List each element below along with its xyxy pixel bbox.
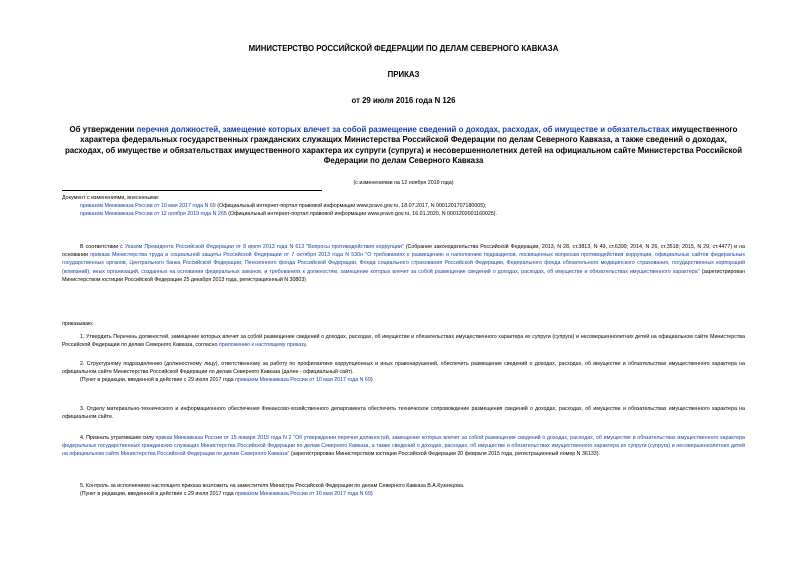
preamble-link-decree[interactable]: Указом Президента Российской Федерации от 8 июля 2013 года N 613 "Вопросы противодействия коррупции" bbox=[124, 244, 404, 250]
paragraph-5 bbox=[62, 482, 745, 498]
changes-item-link[interactable]: приказом Минкавказа России от 10 мая 2017 года N 69 bbox=[80, 203, 216, 210]
p1-link[interactable]: приложению к настоящему приказу bbox=[218, 342, 306, 349]
title-link[interactable]: перечня должностей, замещение которых влечет за собой размещение сведений о доходах, расходах, об имуществе и обязательствах bbox=[136, 125, 670, 134]
p5-note-link[interactable]: приказом Минкавказа России от 10 мая 2017 года N 69 bbox=[235, 491, 371, 498]
amend-note: (с изменениями на 12 ноября 2019 года) bbox=[353, 180, 454, 186]
p4-text: 4. Признать утратившим силу bbox=[80, 435, 156, 441]
changes-item-text: (Официальный интернет-портал правовой информации www.pravo.gov.ru, 18.07.2017, N 0001201707180005); bbox=[215, 203, 487, 210]
p5-note-prefix: (Пункт в редакции, введенной в действие с 29 июля 2017 года bbox=[80, 491, 236, 498]
changes-heading: Документ с изменениями, внесенными: bbox=[62, 195, 160, 201]
paragraph-2 bbox=[62, 360, 745, 385]
p2-note-link[interactable]: приказом Минкавказа России от 10 мая 2017 года N 69 bbox=[235, 377, 371, 384]
p5-text: 5. Контроль за исполнением настоящего приказа возложить на заместителя Министра Российской Федерации по делам Северного Кавказа В.А.Кузнецова. bbox=[80, 483, 465, 489]
preamble-text-2: (Собрание законодательства Российской Федерации, 2013, N 28, ст.3813, N 49, ст.6399; 2014, N 26, ст.3518; 2015, N 29, ст.4477) и на основании bbox=[62, 244, 745, 259]
p1-end: . bbox=[305, 342, 308, 349]
preamble-link-order[interactable]: приказа Министерства труда и социальной защиты Российской Федерации от 7 октября 2013 года N 530н "О требованиях к размещению и наполнению подразделов, посвященных вопросам противодействия коррупции, официальных сайтов федеральных государственных органов, Центрального банка Российской Федерации, Пенсионного фонда Российской Федерации, Фонда социального страхования Российской Федерации, Федерального фонда обязательного медицинского страхования, государственных корпораций (компаний), иных организаций, созданных на основании федеральных законов, и требованиях к должностям, замещение которых влечет за собой размещение сведений о доходах, расходах, об имуществе и обязательствах имущественного характера" bbox=[62, 252, 746, 275]
changes-item-link[interactable]: приказом Минкавказа России от 12 ноября 2019 года N 265 bbox=[80, 211, 227, 218]
p5-note bbox=[62, 490, 745, 498]
title-rest: имущественного характера федеральных государственных гражданских служащих Министерства Российской Федерации по делам Северного Кавказа, а также сведений о доходах, расходах, об имуществе и обязательствах имущественного характера их супруги (супруга) и несовершеннолетних детей на официальном сайте Министерства Российской Федерации по делам Северного Кавказа bbox=[64, 125, 743, 166]
p2-note-end: ) bbox=[370, 377, 373, 384]
changes-item bbox=[62, 210, 745, 218]
p5-note-end: ) bbox=[370, 491, 373, 498]
changes-item bbox=[62, 202, 745, 210]
p2-text: 2. Структурному подразделению (должностному лицу), ответственному за работу по профилактике коррупционных и иных правонарушений, обеспечить размещение сведений о доходах, расходах, об имуществе и обязательствах имущественного характера на официальном сайте Министерства Российской Федерации по делам Северного Кавказа (далее - официальный сайт). bbox=[62, 361, 745, 376]
date-number-heading: от 29 июля 2016 года N 126 bbox=[351, 96, 456, 105]
preamble-paragraph bbox=[62, 243, 745, 284]
paragraph-4 bbox=[62, 434, 745, 459]
p4-end: (зарегистрирован Министерством юстиции Российской Федерации 20 февраля 2015 года, регистрационный номер N 36133). bbox=[289, 451, 600, 458]
divider bbox=[62, 190, 322, 191]
document-title bbox=[62, 125, 745, 167]
paragraph-1 bbox=[62, 333, 745, 349]
changes-item-text: (Официальный интернет-портал правовой информации www.pravo.gov.ru, 16.01.2020, N 0001202001160025). bbox=[226, 211, 498, 218]
changes-block bbox=[62, 194, 745, 219]
p2-note bbox=[62, 376, 745, 384]
p4-link[interactable]: приказ Минкавказа России от 15 января 2015 года N 2 "Об утверждении перечня должностей, замещение которых влечет за собой размещение сведений о доходах, расходах, об имуществе и обязательствах имущественного характера федеральных государственных гражданских служащих Министерства Российской Федерации по делам Северного Кавказа, а также сведений о доходах, расходах, об имуществе и обязательствах имущественного характера их супруги (супруга) и несовершеннолетних детей на официальном сайте Министерства Российской Федерации по делам Северного Кавказа" bbox=[62, 435, 745, 458]
p2-note-prefix: (Пункт в редакции, введенной в действие с 29 июля 2017 года bbox=[80, 377, 236, 384]
p1-text: 1. Утвердить Перечень должностей, замещение которых влечет за собой размещение сведений о доходах, расходах, об имуществе и обязательствах имущественного характера их супруги (супруга) и несовершеннолетних детей на официальном сайте Министерства Российской Федерации по делам Северного Кавказа, согласно bbox=[62, 334, 745, 349]
ministry-heading: МИНИСТЕРСТВО РОССИЙСКОЙ ФЕДЕРАЦИИ ПО ДЕЛАМ СЕВЕРНОГО КАВКАЗА bbox=[248, 44, 559, 53]
paragraph-3: 3. Отделу материально-технического и информационного обеспечения Финансово-хозяйственного департамента обеспечить техническое сопровождение размещения сведений о доходах, расходах, об имуществе и обязательствах имущественного характера на официальном сайте. bbox=[62, 406, 745, 421]
doc-type-heading: ПРИКАЗ bbox=[387, 70, 420, 79]
preamble-text-3: (зарегистрирован Министерством юстиции Российской Федерации 25 декабря 2013 года, регистрационный N 30803) bbox=[62, 268, 745, 283]
preamble-text-1: В соответствии с bbox=[80, 244, 125, 250]
title-prefix: Об утверждении bbox=[69, 125, 137, 134]
order-word: приказываю: bbox=[62, 321, 94, 327]
